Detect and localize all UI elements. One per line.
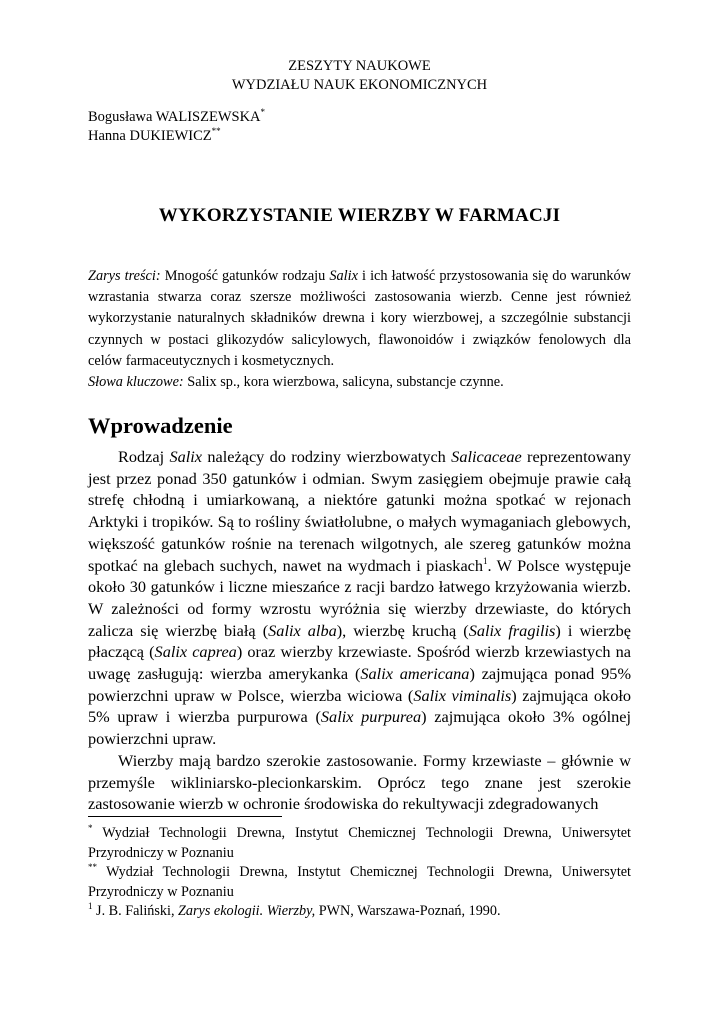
p1-t9: ) zajmująca około 5% upraw i wierzba purpurowa (	[88, 685, 631, 727]
p1-t10: ) zajmująca około 3% ogólnej powierzchni upraw.	[88, 707, 632, 749]
abstract-body	[88, 266, 631, 372]
p1-i3: Salix alba	[268, 620, 337, 640]
abstract-label: Zarys treści:	[88, 268, 161, 284]
author-1-name: Bogusława WALISZEWSKA	[88, 109, 261, 125]
p1-t8: ) zajmująca ponad 95% powierzchni upraw w Polsce, wierzba wiciowa (	[88, 664, 632, 705]
p1-i6: Salix americana	[360, 664, 470, 684]
footnote-ref-1: 1	[483, 555, 488, 566]
paragraph-2: Wierzby mają bardzo szerokie zastosowanie. Formy krzewiaste – głównie w przemyśle wikliniarsko-plecionkarskim. Oprócz tego znane jest szerokie zastosowanie wierzb w ochronie środowiska do rekultywacji zdegradowanych	[88, 750, 631, 814]
footnote-3-text-b: PWN, Warszawa-Poznań, 1990.	[315, 903, 501, 919]
footnote-separator	[88, 816, 282, 817]
journal-name-line2: WYDZIAŁU NAUK EKONOMICZNYCH	[231, 77, 488, 93]
author-2-name: Hanna DUKIEWICZ	[88, 128, 212, 144]
abstract	[88, 266, 631, 393]
journal-name-line1: ZESZYTY NAUKOWE	[288, 58, 431, 74]
paper-title: WYKORZYSTANIE WIERZBY W FARMACJI	[158, 205, 561, 226]
author-1-mark: *	[260, 107, 266, 117]
footnote-2-mark: **	[88, 862, 97, 872]
footnote-3-mark: 1	[88, 901, 93, 911]
section-heading: Wprowadzenie	[88, 413, 233, 438]
keywords-label: Słowa kluczowe:	[88, 374, 184, 391]
footnote-3-title: Zarys ekologii. Wierzby,	[178, 903, 316, 919]
paragraph-1	[88, 446, 631, 750]
author-2-mark: **	[211, 126, 221, 136]
p1-i2: Salicaceae	[451, 447, 522, 466]
footnotes	[88, 824, 631, 922]
footnote-1	[88, 824, 631, 863]
footnote-1-mark: *	[88, 823, 93, 833]
p1-t3: reprezentowany jest przez ponad 350 gatunków i odmian. Swym zasięgiem obejmuje prawie całą strefę chłodną i umiarkowaną, a niektóre gatunki można spotkać w rejonach Arktyki i tropików. Są to rośliny światłolubne, o małych wymaganiach glebowych, większość gatunków rośnie na terenach wilgotnych, ale szereg gatunków można spotkać na glebach suchych, nawet na wydmach i piaskach	[88, 447, 631, 575]
author-1	[88, 108, 265, 126]
p1-i7: Salix viminalis	[413, 685, 512, 705]
p1-i1: Salix	[169, 447, 203, 466]
p1-t4: . W Polsce występuje około 30 gatunków i liczne mieszańce z racji bardzo łatwego krzyżowania wierzb. W zależności od formy wzrostu wyróżnia się wierzby drzewiaste, do których zalicza się wierzbę białą (	[88, 555, 631, 640]
abstract-text-b: i ich łatwość przystosowania się do warunków wzrastania stwarza coraz szersze możliwości zastosowania wierzb. Cenne jest również wykorzystanie naturalnych składników drewna i kory wierzbowej, a szczególnie substancji czynnych w postaci glikozydów salicylowych, flawonoidów i związków fenolowych dla celów farmaceutycznych i kosmetycznych.	[88, 268, 631, 369]
author-2	[88, 127, 221, 145]
footnote-2	[88, 863, 631, 902]
p1-i4: Salix fragilis	[468, 620, 556, 640]
p1-i8: Salix purpurea	[320, 707, 422, 727]
p1-t1: Rodzaj	[118, 447, 170, 466]
p1-t7: ) oraz wierzby krzewiaste. Spośród wierzb krzewiastych na uwagę zasługują: wierzba amerykanka (	[88, 642, 631, 684]
footnote-2-text: Wydział Technologii Drewna, Instytut Chemicznej Technologii Drewna, Uniwersytet Przyrodniczy w Poznaniu	[88, 864, 631, 900]
p1-t5: ), wierzbę kruchą (	[336, 620, 469, 640]
keywords-text: Salix sp., kora wierzbowa, salicyna, substancje czynne.	[183, 374, 504, 391]
abstract-salix: Salix	[329, 268, 358, 284]
keywords	[88, 372, 631, 393]
p1-t2: należący do rodziny wierzbowatych	[202, 447, 452, 466]
section-body	[88, 446, 631, 815]
footnote-3	[88, 902, 631, 922]
p1-t6: ) i wierzbę płaczącą (	[88, 620, 631, 662]
p1-i5: Salix caprea	[154, 642, 237, 662]
abstract-text-a: Mnogość gatunków rodzaju	[160, 268, 330, 284]
footnote-3-text-a: J. B. Faliński,	[92, 903, 179, 919]
footnote-1-text: Wydział Technologii Drewna, Instytut Chemicznej Technologii Drewna, Uniwersytet Przyrodniczy w Poznaniu	[88, 825, 631, 861]
